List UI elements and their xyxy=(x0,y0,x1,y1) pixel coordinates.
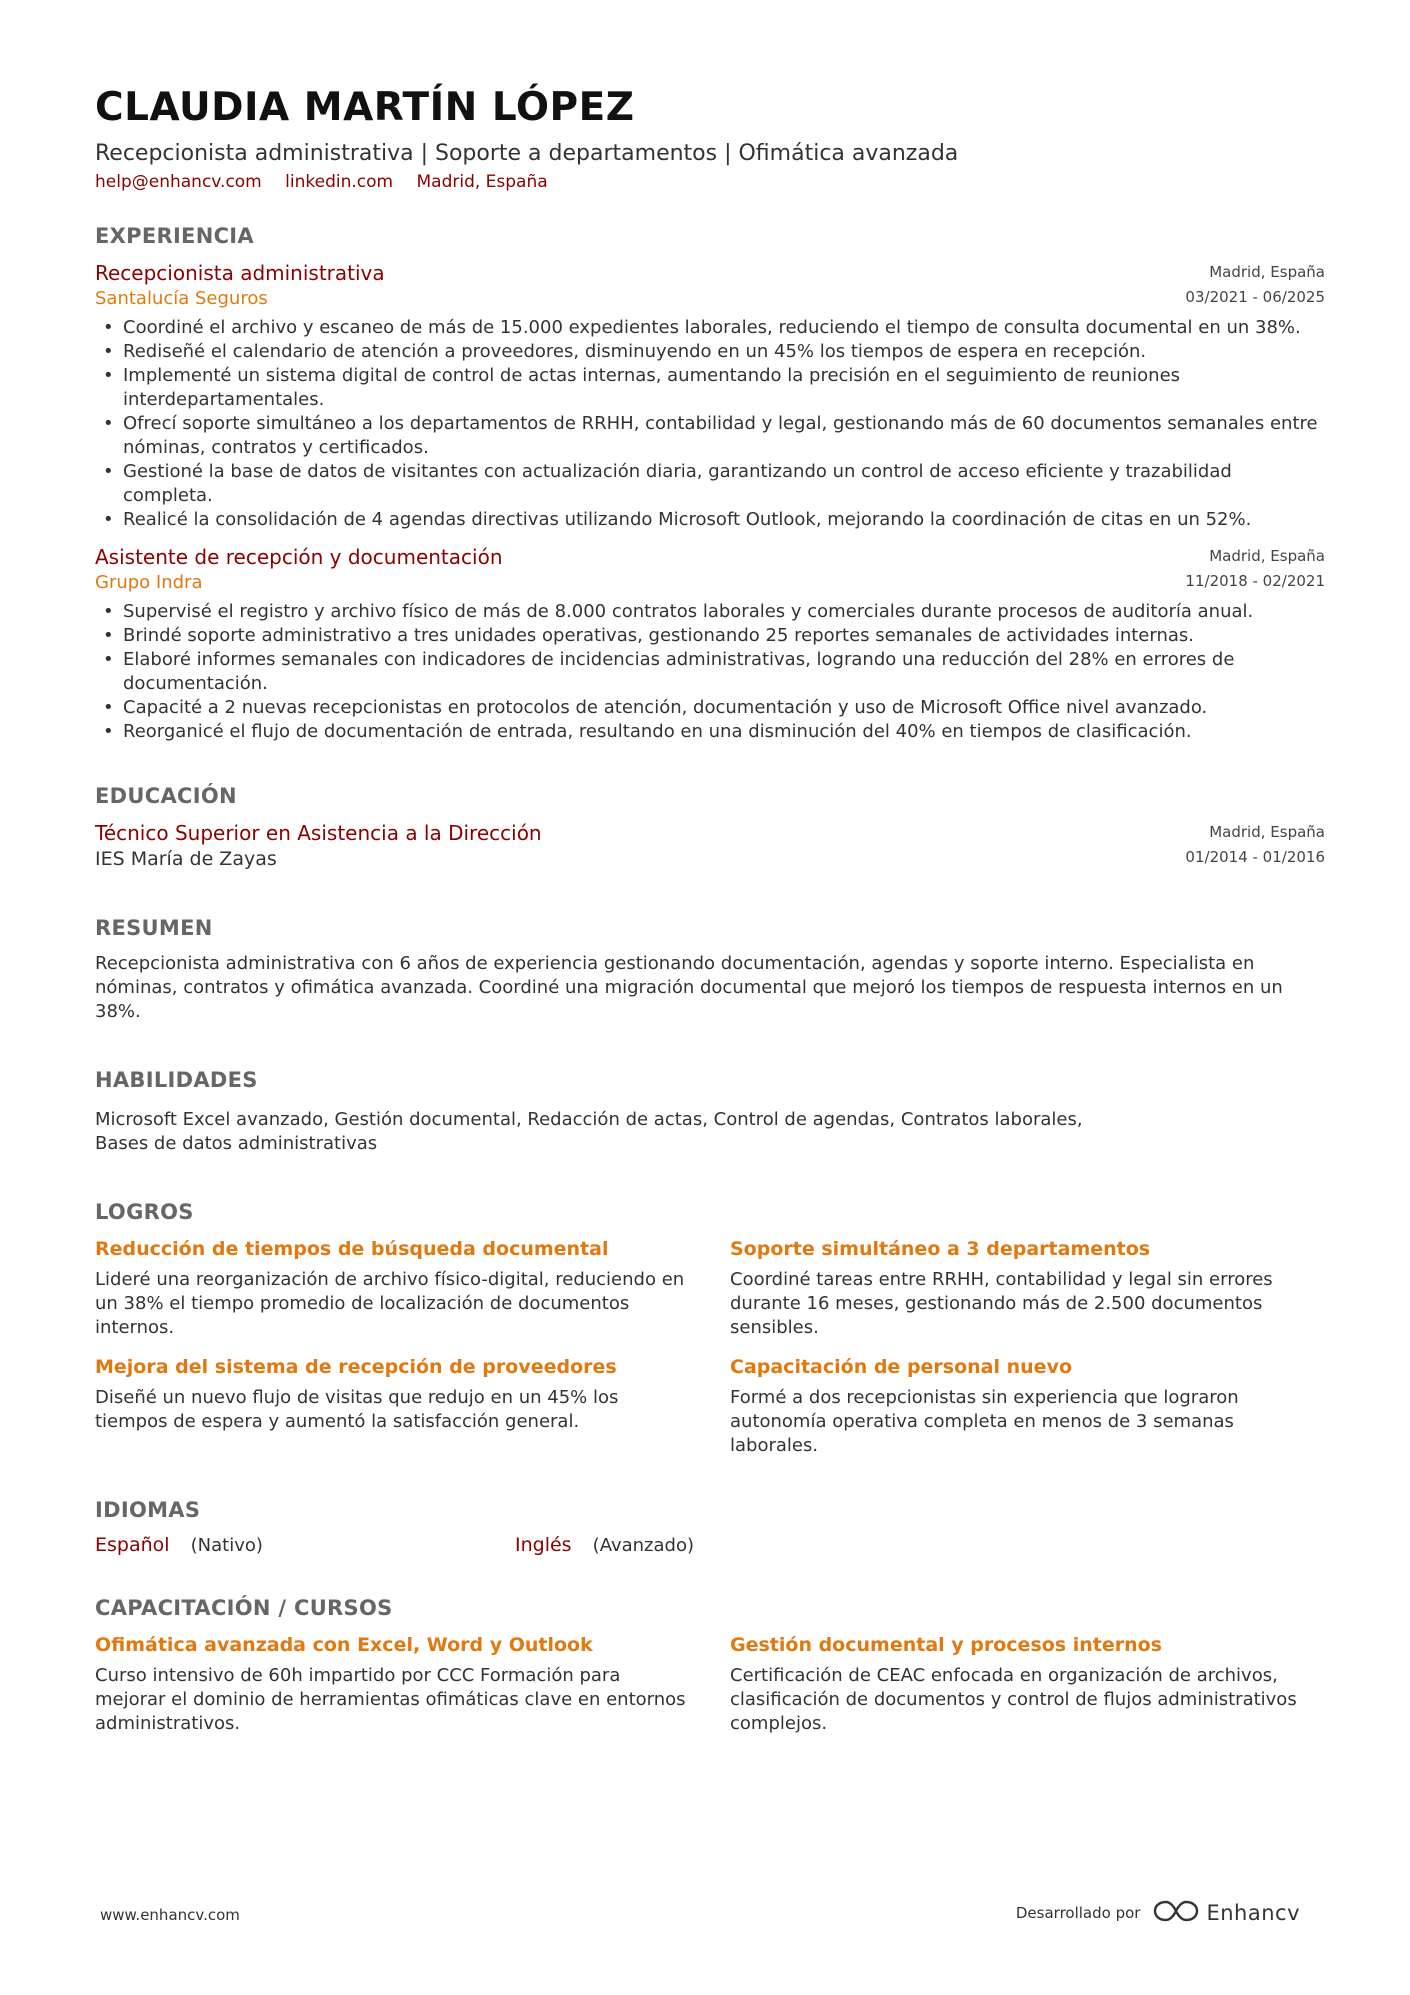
course-body: Curso intensivo de 60h impartido por CCC Formación para mejorar el dominio de herramientas ofimáticas clave en entornos administrativos. xyxy=(95,1665,686,1734)
language-item xyxy=(515,1534,694,1556)
achievement-title: Reducción de tiempos de búsqueda documental xyxy=(95,1238,609,1260)
education-section xyxy=(95,782,1325,872)
language-name: Inglés xyxy=(515,1534,572,1556)
contact-linkedin[interactable]: linkedin.com xyxy=(285,172,394,192)
job-bullet: • Gestioné la base de datos de visitantes con actualización diaria, garantizando un control de acceso eficiente y trazabilidad completa. xyxy=(95,460,1325,508)
achievement-body: Diseñé un nuevo flujo de visitas que redujo en un 45% los tiempos de espera y aumentó la satisfacción general. xyxy=(95,1387,619,1432)
job-bullet: • Implementé un sistema digital de control de actas internas, aumentando la precisión en el seguimiento de reuniones interdepartamentales. xyxy=(95,364,1325,412)
job-dates: 11/2018 - 02/2021 xyxy=(1185,572,1325,590)
languages-list xyxy=(95,1534,1325,1556)
job-bullet: • Elaboré informes semanales con indicadores de incidencias administrativas, logrando una reducción del 28% en errores de documentación. xyxy=(95,648,1325,696)
achievement-card xyxy=(95,1236,690,1340)
language-name: Español xyxy=(95,1534,170,1556)
footer-powered-by: Desarrollado por xyxy=(1015,1904,1141,1922)
courses-grid xyxy=(95,1632,1325,1736)
summary-section xyxy=(95,914,1325,1024)
footer-website[interactable]: www.enhancv.com xyxy=(100,1906,240,1924)
job-role: Recepcionista administrativa xyxy=(95,261,385,285)
job-location: Madrid, España xyxy=(1209,547,1325,565)
course-title: Ofimática avanzada con Excel, Word y Outlook xyxy=(95,1634,593,1656)
candidate-name: CLAUDIA MARTÍN LÓPEZ xyxy=(95,85,635,130)
section-title-skills: HABILIDADES xyxy=(95,1068,258,1092)
achievement-title: Capacitación de personal nuevo xyxy=(730,1356,1073,1378)
contact-location: Madrid, España xyxy=(416,172,548,192)
footer-brand: Enhancv xyxy=(1206,1901,1300,1925)
course-title: Gestión documental y procesos internos xyxy=(730,1634,1162,1656)
achievement-card xyxy=(730,1354,1325,1458)
language-item xyxy=(95,1534,515,1556)
job-meta xyxy=(1185,260,1325,310)
job-dates: 03/2021 - 06/2025 xyxy=(1185,288,1325,306)
contact-email[interactable]: help@enhancv.com xyxy=(95,172,262,192)
section-title-experience: EXPERIENCIA xyxy=(95,224,254,248)
section-title-education: EDUCACIÓN xyxy=(95,784,237,808)
resume-page xyxy=(95,84,1325,1736)
job-entry xyxy=(95,544,1325,744)
job-bullet: • Brindé soporte administrativo a tres unidades operativas, gestionando 25 reportes semanales de actividades internas. xyxy=(95,624,1325,648)
job-entry xyxy=(95,260,1325,532)
course-card xyxy=(95,1632,690,1736)
courses-section xyxy=(95,1594,1325,1736)
job-location: Madrid, España xyxy=(1209,263,1325,281)
education-dates: 01/2014 - 01/2016 xyxy=(1185,848,1325,866)
job-bullets xyxy=(95,316,1325,532)
education-degree: Técnico Superior en Asistencia a la Dirección xyxy=(95,821,542,845)
section-title-courses: CAPACITACIÓN / CURSOS xyxy=(95,1596,393,1620)
education-location: Madrid, España xyxy=(1209,823,1325,841)
education-meta xyxy=(1185,820,1325,870)
skills-line: Microsoft Excel avanzado, Gestión documental, Redacción de actas, Control de agendas, Contratos laborales, xyxy=(95,1109,1083,1130)
summary-text: Recepcionista administrativa con 6 años de experiencia gestionando documentación, agendas y soporte interno. Especialista en nóminas, contratos y ofimática avanzada. Coordiné una migración documental que mejoró los tiempos de respuesta internos en un 38%. xyxy=(95,953,1283,1022)
achievements-grid xyxy=(95,1236,1325,1458)
section-title-summary: RESUMEN xyxy=(95,916,213,940)
resume-header xyxy=(95,84,1325,192)
course-card xyxy=(730,1632,1325,1736)
enhancv-logo-icon xyxy=(1152,1898,1200,1928)
achievement-body: Formé a dos recepcionistas sin experiencia que lograron autonomía operativa completa en menos de 3 semanas laborales. xyxy=(730,1387,1239,1456)
job-bullets xyxy=(95,600,1325,744)
achievement-body: Lideré una reorganización de archivo físico-digital, reduciendo en un 38% el tiempo promedio de localización de documentos internos. xyxy=(95,1269,685,1338)
achievement-title: Mejora del sistema de recepción de proveedores xyxy=(95,1356,617,1378)
job-company: Santalucía Seguros xyxy=(95,288,268,309)
course-body: Certificación de CEAC enfocada en organización de archivos, clasificación de documentos y control de flujos administrativos complejos. xyxy=(730,1665,1297,1734)
job-bullet: • Reorganicé el flujo de documentación de entrada, resultando en una disminución del 40% en tiempos de clasificación. xyxy=(95,720,1325,744)
education-school: IES María de Zayas xyxy=(95,848,277,870)
achievement-card xyxy=(730,1236,1325,1340)
job-bullet: • Rediseñé el calendario de atención a proveedores, disminuyendo en un 45% los tiempos de espera en recepción. xyxy=(95,340,1325,364)
job-bullet: • Coordiné el archivo y escaneo de más de 15.000 expedientes laborales, reduciendo el tiempo de consulta documental en un 38%. xyxy=(95,316,1325,340)
education-entry xyxy=(95,820,1325,872)
experience-section xyxy=(95,222,1325,744)
job-meta xyxy=(1185,544,1325,594)
language-level: (Avanzado) xyxy=(592,1535,694,1556)
language-level: (Nativo) xyxy=(190,1535,263,1556)
job-company: Grupo Indra xyxy=(95,572,203,593)
languages-section xyxy=(95,1496,1325,1556)
footer-branding xyxy=(1016,1898,1300,1928)
job-bullet: • Ofrecí soporte simultáneo a los departamentos de RRHH, contabilidad y legal, gestionando más de 60 documentos semanales entre nóminas, contratos y certificados. xyxy=(95,412,1325,460)
job-role: Asistente de recepción y documentación xyxy=(95,545,503,569)
achievements-section xyxy=(95,1198,1325,1458)
achievement-card xyxy=(95,1354,690,1458)
candidate-headline: Recepcionista administrativa | Soporte a departamentos | Ofimática avanzada xyxy=(95,141,959,166)
contact-list xyxy=(95,172,1325,192)
job-bullet: • Supervisé el registro y archivo físico de más de 8.000 contratos laborales y comerciales durante procesos de auditoría anual. xyxy=(95,600,1325,624)
achievement-body: Coordiné tareas entre RRHH, contabilidad y legal sin errores durante 16 meses, gestionando más de 2.500 documentos sensibles. xyxy=(730,1269,1273,1338)
section-title-languages: IDIOMAS xyxy=(95,1498,201,1522)
job-bullet: • Capacité a 2 nuevas recepcionistas en protocolos de atención, documentación y uso de Microsoft Office nivel avanzado. xyxy=(95,696,1325,720)
section-title-achievements: LOGROS xyxy=(95,1200,194,1224)
job-bullet: • Realicé la consolidación de 4 agendas directivas utilizando Microsoft Outlook, mejorando la coordinación de citas en un 52%. xyxy=(95,508,1325,532)
achievement-title: Soporte simultáneo a 3 departamentos xyxy=(730,1238,1151,1260)
skills-line: Bases de datos administrativas xyxy=(95,1133,378,1154)
skills-section xyxy=(95,1066,1325,1156)
